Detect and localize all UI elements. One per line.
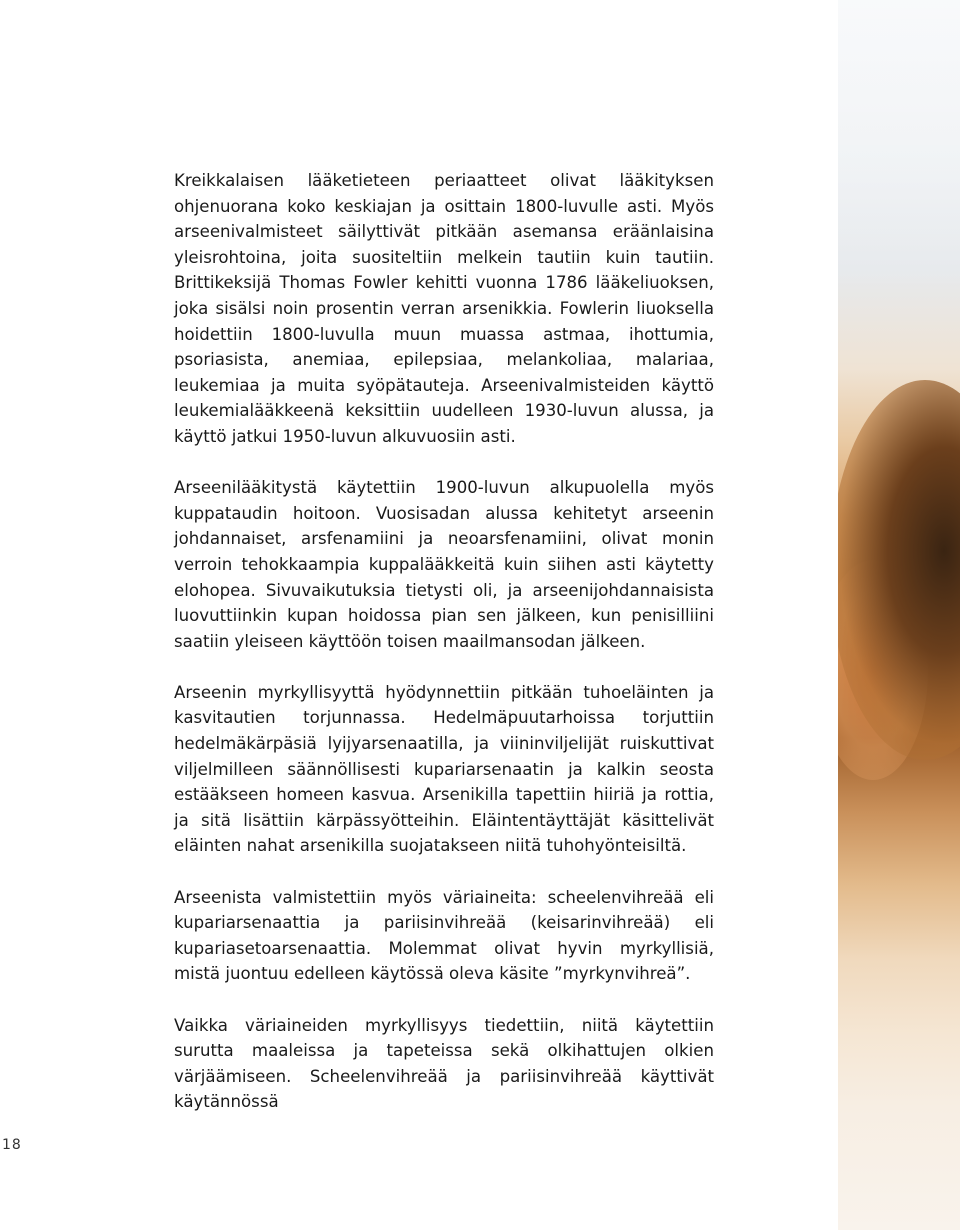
body-text <box>174 168 714 1141</box>
paragraph-3: Arseenin myrkyllisyyttä hyödynnettiin pitkään tuhoeläinten ja kasvitautien torjunnassa. Hedelmäpuutarhoissa torjuttiin hedelmäkärpäsiä lyijyarsenaatilla, ja viininviljelijät ruiskuttivat viljelmilleen säännöllisesti kupariarsenaatin ja kalkin seosta estääkseen homeen kasvua. Arsenikilla tapettiin hiiriä ja rottia, ja sitä lisättiin kärpässyötteihin. Eläintentäyttäjät käsittelivät eläinten nahat arsenikilla suojatakseen niitä tuhohyönteisiltä. <box>174 682 714 856</box>
decorative-photo-strip <box>838 0 960 1230</box>
page-number: 18 <box>2 1137 22 1153</box>
paragraph-1: Kreikkalaisen lääketieteen periaatteet olivat lääkityksen ohjenuorana koko keskiajan ja osittain 1800-luvulle asti. Myös arseenivalmisteet säilyttivät pitkään asemansa eräänlaisina yleisrohtoina, joita suositeltiin melkein tautiin kuin tautiin. Brittikeksijä Thomas Fowler kehitti vuonna 1786 lääkeliuoksen, joka sisälsi noin prosentin verran arsenikkia. Fowlerin liuoksella hoidettiin 1800-luvulla muun muassa astmaa, ihottumia, psoriasista, anemiaa, epilepsiaa, melankoliaa, malariaa, leukemiaa ja muita syöpätauteja. Arseenivalmisteiden käyttö leukemialääkkeenä keksittiin uudelleen 1930-luvun alussa, ja käyttö jatkui 1950-luvun alkuvuosiin asti. <box>174 171 714 446</box>
paragraph-2: Arseenilääkitystä käytettiin 1900-luvun alkupuolella myös kuppataudin hoitoon. Vuosisadan alussa kehitetyt arseenin johdannaiset, arsfenamiini ja neoarsfenamiini, olivat monin verroin tehokkaampia kuppalääkkeitä kuin siihen asti käytetty elohopea. Sivuvaikutuksia tietysti oli, ja arseenijohdannaisista luovuttiinkin kupan hoidossa pian sen jälkeen, kun penisilliini saatiin yleiseen käyttöön toisen maailmansodan jälkeen. <box>174 478 714 651</box>
photo-highlight <box>838 0 960 300</box>
photo-blur-dark-object <box>838 380 960 760</box>
paragraph-4: Arseenista valmistettiin myös väriaineita: scheelenvihreää eli kupariarsenaattia ja pariisinvihreää (keisarinvihreää) eli kupariasetoarsenaattia. Molemmat olivat hyvin myrkyllisiä, mistä juontuu edelleen käytössä oleva käsite ”myrkynvihreä”. <box>174 887 714 984</box>
paragraph-5: Vaikka väriaineiden myrkyllisyys tiedettiin, niitä käytettiin surutta maaleissa ja tapeteissa sekä olkihattujen olkien värjäämiseen. Scheelenvihreää ja pariisinvihreää käyttivät käytännössä <box>174 1015 714 1112</box>
